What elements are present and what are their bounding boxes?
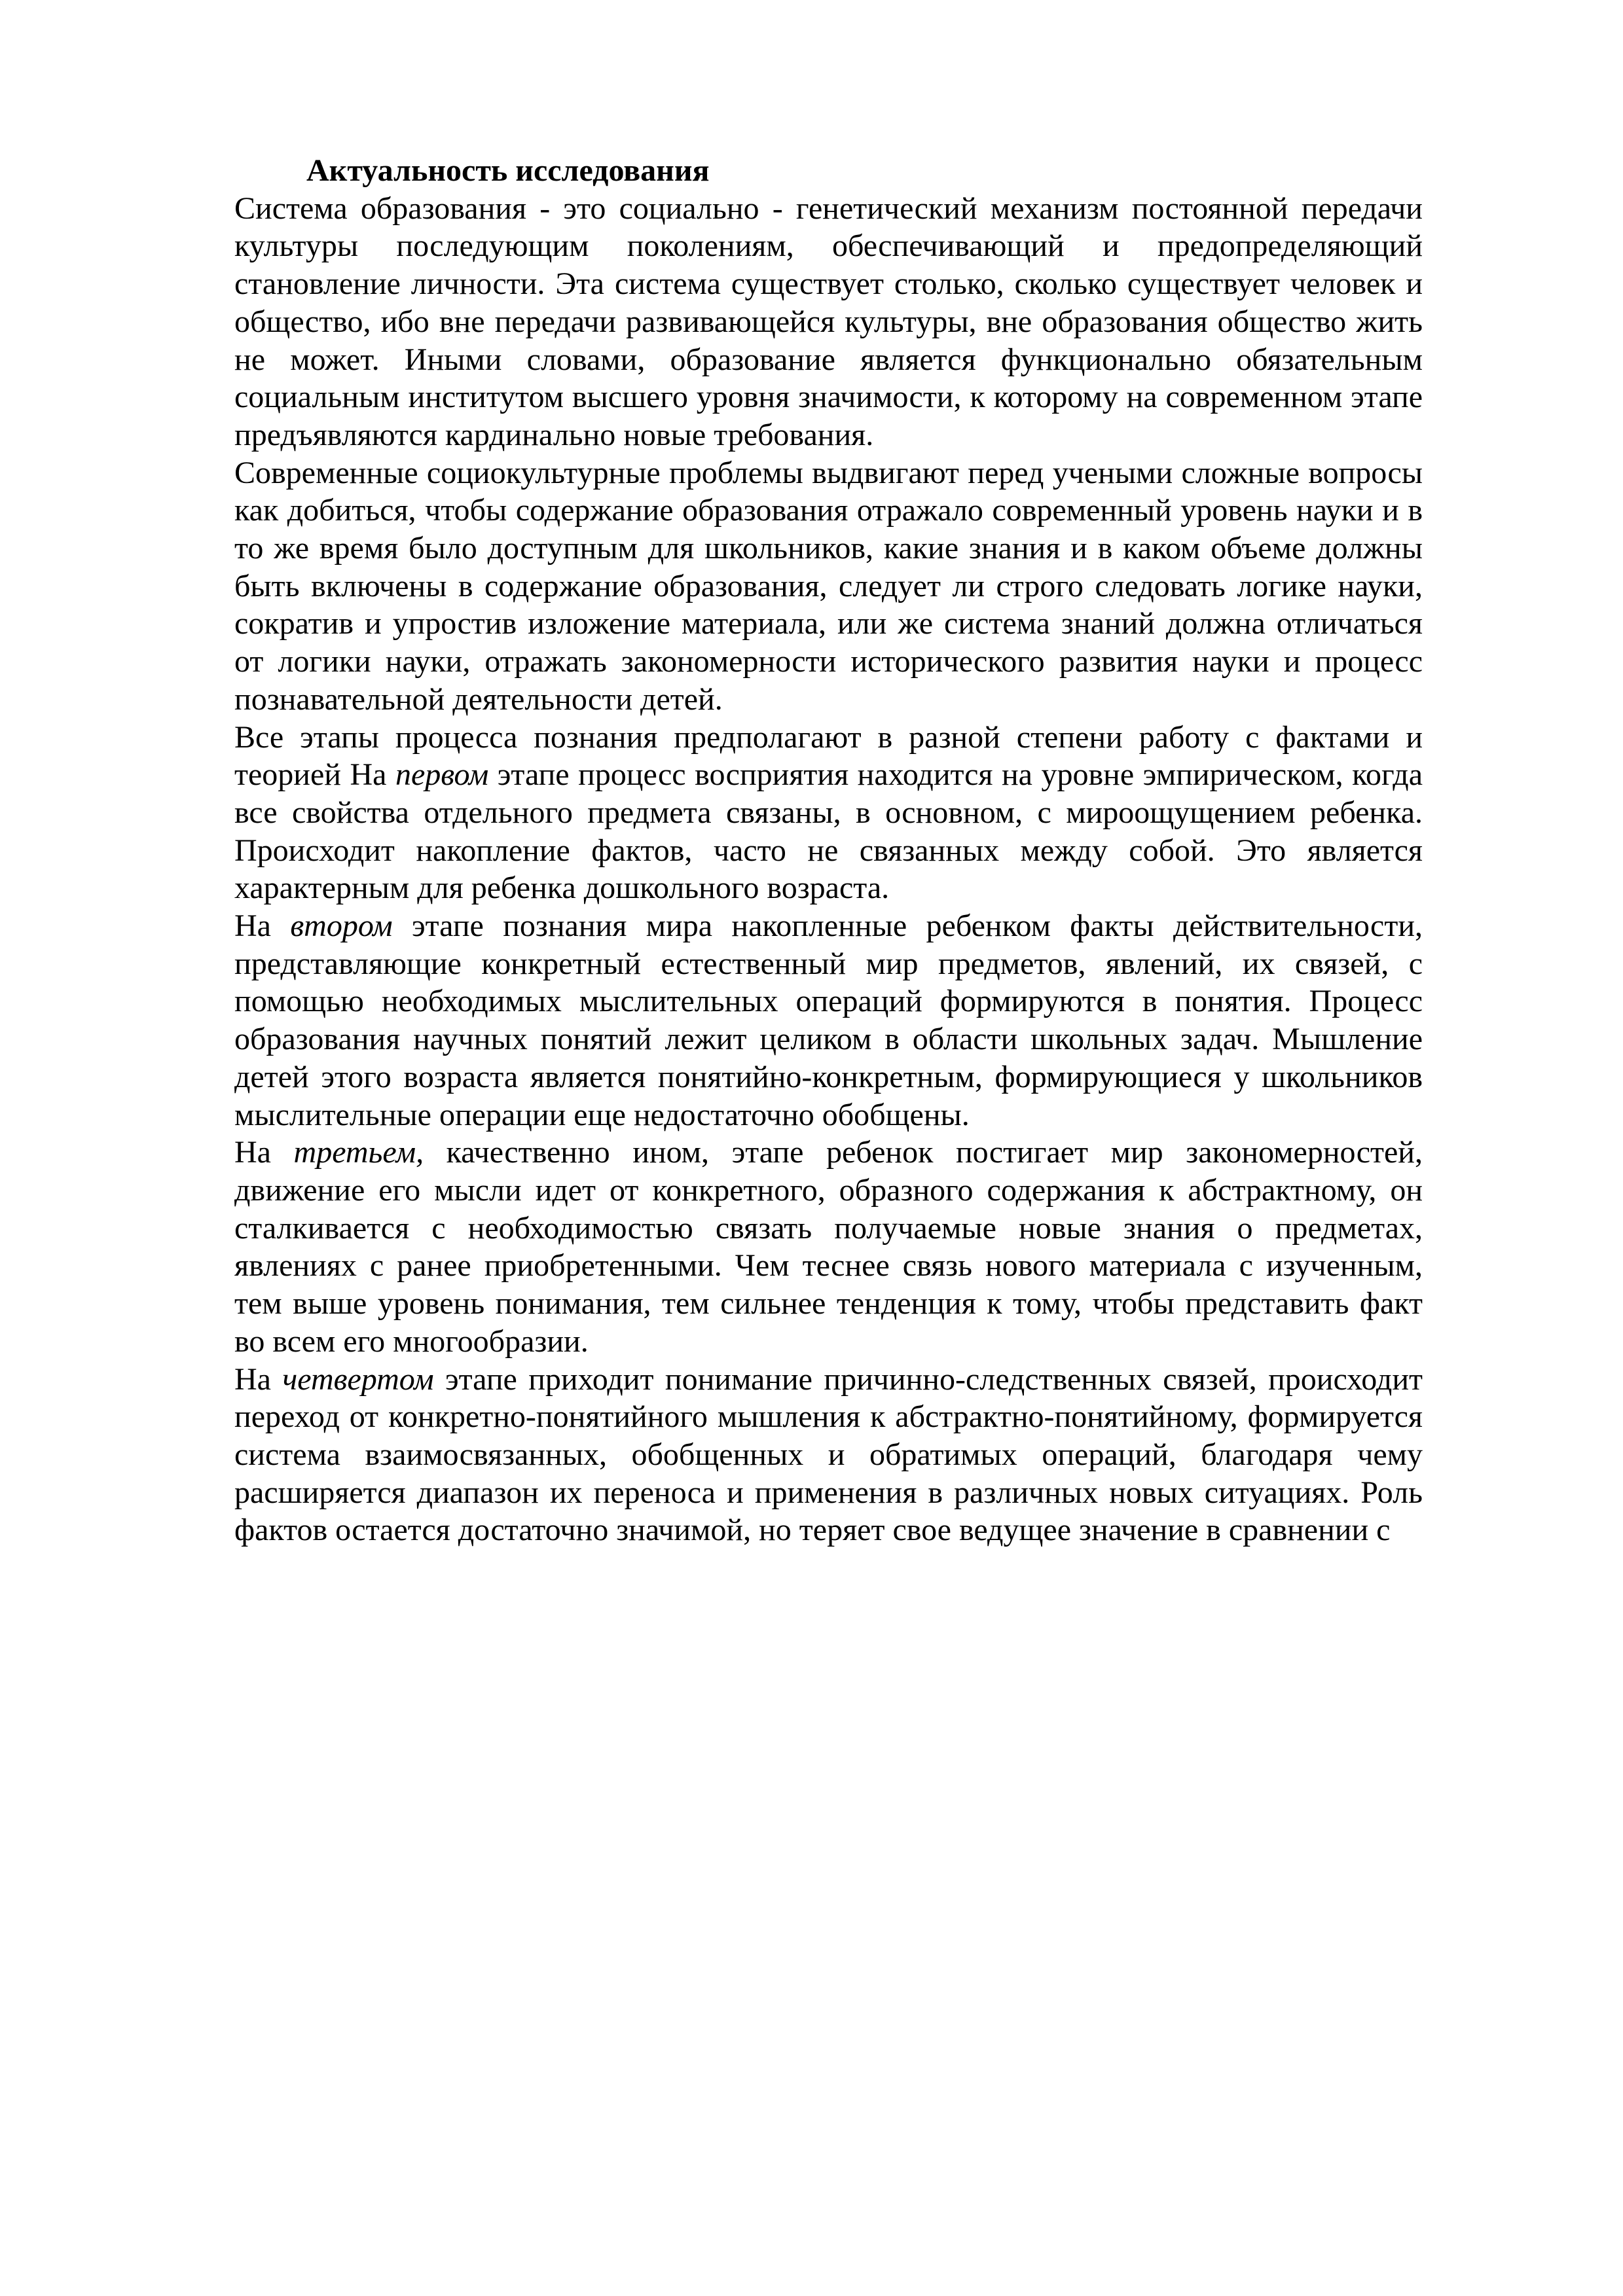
paragraph-5-after: качественно ином, этапе ребенок постигает мир закономерностей, движение его мысли идет от конкретного, образного содержания к абстрактному, он сталкивается с необходимостью связать получаемые новые знания о предметах, явлениях с ранее приобретенными. Чем теснее связь нового материала с изученным, тем выше уровень понимания, тем сильнее тенденция к тому, чтобы представить факт во всем его многообразии.: [234, 1135, 1423, 1359]
paragraph-5-before: На: [234, 1135, 294, 1170]
paragraph-4-emphasis: втором: [290, 908, 393, 944]
paragraph-6-emphasis: четвертом: [282, 1361, 434, 1397]
paragraph-6-before: На: [234, 1361, 283, 1397]
paragraph-4: [234, 907, 1423, 1134]
paragraph-5-emphasis: третьем,: [293, 1135, 424, 1170]
paragraph-6-after: этапе приходит понимание причинно-следственных связей, происходит переход от конкретно-понятийного мышления к абстрактно-понятийному, формируется система взаимосвязанных, обобщенных и обратимых операций, благодаря чему расширяется диапазон их переноса и применения в различных новых ситуациях. Роль фактов остается достаточно значимой, но теряет свое ведущее значение в сравнении с: [234, 1361, 1423, 1548]
paragraph-2-text: Современные социокультурные проблемы выдвигают перед учеными сложные вопросы как добиться, чтобы содержание образования отражало современный уровень науки и в то же время было доступным для школьников, какие знания и в каком объеме должны быть включены в содержание образования, следует ли строго следовать логике науки, сократив и упростив изложение материала, или же система знаний должна отличаться от логики науки, отражать закономерности исторического развития науки и процесс познавательной деятельности детей.: [234, 455, 1423, 717]
document-body: [234, 152, 1423, 1549]
paragraph-4-before: На: [234, 908, 291, 944]
paragraph-3-emphasis: первом: [395, 757, 489, 793]
paragraph-1: [234, 190, 1423, 454]
paragraph-1-text: Система образования - это социально - генетический механизм постоянной передачи культуры последующим поколениям, обеспечивающий и предопределяющий становление личности. Эта система существует столько, сколько существует человек и общество, ибо вне передачи развивающейся культуры, вне образования общество жить не может. Иными словами, образование является функционально обязательным социальным институтом высшего уровня значимости, к которому на современном этапе предъявляются кардинально новые требования.: [234, 190, 1423, 452]
paragraph-3: [234, 719, 1423, 908]
document-title: Актуальность исследования: [306, 153, 710, 188]
paragraph-3-after: этапе процесс восприятия находится на уровне эмпирическом, когда все свойства отдельного предмета связаны, в основном, с мироощущением ребенка. Происходит накопление фактов, часто не связанных между собой. Это является характерным для ребенка дошкольного возраста.: [234, 757, 1423, 906]
paragraph-5: [234, 1134, 1423, 1360]
paragraph-4-after: этапе познания мира накопленные ребенком факты действительности, представляющие конкретный естественный мир предметов, явлений, их связей, с помощью необходимых мыслительных операций формируются в понятия. Процесс образования научных понятий лежит целиком в области школьных задач. Мышление детей этого возраста является понятийно-конкретным, формирующиеся у школьников мыслительные операции еще недостаточно обобщены.: [234, 908, 1423, 1132]
paragraph-2: [234, 454, 1423, 719]
paragraph-3-before: Все этапы процесса познания предполагают в разной степени работу с фактами и теорией На: [234, 719, 1423, 793]
paragraph-6: [234, 1361, 1423, 1550]
